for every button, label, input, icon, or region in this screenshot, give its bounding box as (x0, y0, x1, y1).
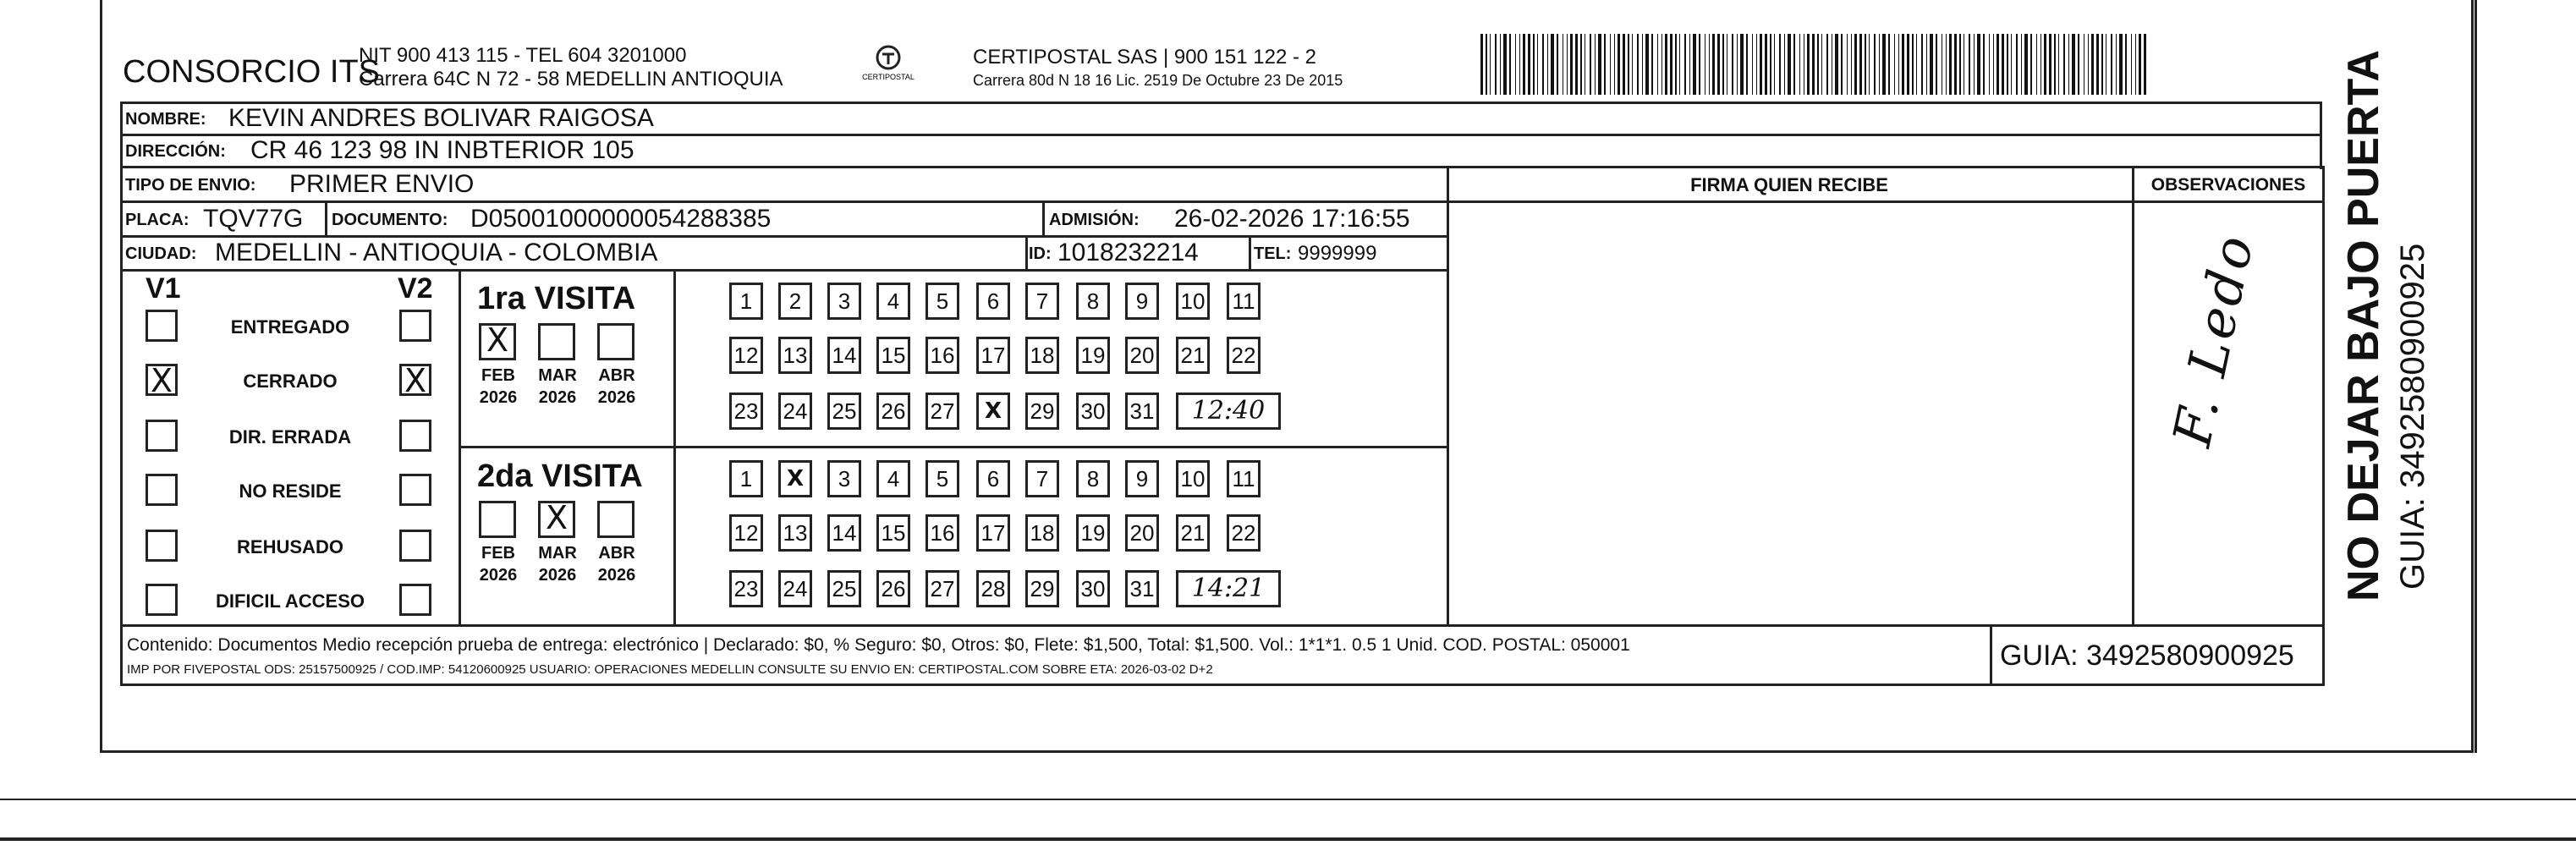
barcode-bar (1993, 34, 1994, 95)
field-rule (2320, 102, 2322, 169)
second-visit-day-box[interactable]: 25 (827, 570, 861, 607)
first-visit-day-box[interactable]: 9 (1125, 283, 1159, 320)
barcode-bar (1590, 34, 1591, 95)
first-visit-title: 1ra VISITA (477, 281, 636, 316)
second-visit-month-label: MAR (538, 544, 577, 563)
barcode-bar (2040, 34, 2041, 95)
barcode-bar (1670, 34, 1672, 95)
barcode-bar (1916, 34, 1917, 95)
barcode-bar (1500, 34, 1501, 95)
barcode-bar (1997, 34, 1999, 95)
v2-checkbox[interactable] (399, 530, 431, 562)
barcode-bar (1523, 34, 1525, 95)
barcode-bar (2058, 34, 2059, 95)
barcode-bar (2036, 34, 2037, 95)
status-label: REHUSADO (237, 536, 343, 557)
field-rule (120, 102, 123, 686)
first-visit-day-box[interactable]: 24 (778, 393, 812, 430)
second-visit-day-box[interactable]: 20 (1125, 514, 1159, 552)
barcode-bar (1841, 34, 1843, 95)
barcode-bar (1614, 34, 1615, 95)
barcode-bar (1642, 34, 1643, 95)
field-rule (120, 684, 2325, 686)
barcode-bar (1894, 34, 1895, 95)
first-visit-day-box[interactable]: 13 (778, 337, 812, 374)
barcode-bar (1699, 34, 1700, 95)
barcode-bar (1557, 34, 1558, 95)
first-visit-day-box[interactable]: 29 (1025, 393, 1059, 430)
documento-value: D05001000000054288385 (470, 205, 772, 233)
second-visit-day-box[interactable]: 10 (1176, 460, 1210, 497)
barcode-bar (1989, 34, 1990, 95)
first-visit-day-box[interactable]: 15 (876, 337, 910, 374)
ciudad-value: MEDELLIN - ANTIOQUIA - COLOMBIA (215, 239, 658, 266)
barcode-bar (1821, 34, 1822, 95)
second-visit-day-box[interactable]: 28 (976, 570, 1010, 607)
barcode-bar (1661, 34, 1662, 95)
barcode-bar (1912, 34, 1914, 95)
barcode-bar (1495, 34, 1497, 95)
field-rule (1249, 235, 1251, 269)
second-visit-month-label: FEB (481, 544, 515, 563)
barcode-bar (1888, 34, 1890, 95)
first-visit-day-box[interactable]: 6 (976, 283, 1010, 320)
barcode-bar (2063, 34, 2065, 95)
side-no-dejar: NO DEJAR BAJO PUERTA (2339, 49, 2388, 601)
first-visit-day-box[interactable]: 12 (729, 337, 763, 374)
second-visit-day-box[interactable]: 6 (976, 460, 1010, 497)
barcode-bar (1930, 34, 1933, 95)
barcode-bar (1480, 34, 1483, 95)
v2-checkbox[interactable] (399, 584, 431, 616)
barcode-bar (2072, 34, 2075, 95)
barcode-bar (2119, 34, 2123, 95)
barcode-bar (2002, 34, 2004, 95)
barcode-bar (1533, 34, 1535, 95)
field-rule (120, 269, 1449, 272)
barcode-bar (2078, 34, 2079, 95)
v2-checkbox[interactable] (399, 474, 431, 506)
barcode-bar (1936, 34, 1937, 95)
second-visit-day-box[interactable]: 18 (1025, 514, 1059, 552)
barcode-bar (1567, 34, 1568, 95)
barcode-bar (1760, 34, 1762, 95)
barcode-bar (1969, 34, 1970, 95)
id-value: 1018232214 (1057, 239, 1199, 266)
barcode-bar (1907, 34, 1909, 95)
second-visit-year-label: 2026 (479, 566, 518, 585)
barcode-bar (1693, 34, 1696, 95)
second-visit-month-checkbox[interactable] (597, 501, 634, 538)
certipostal-logo (860, 42, 917, 90)
barcode-bar (2044, 34, 2046, 95)
field-rule (120, 200, 1449, 203)
barcode-bar (1623, 34, 1625, 95)
admision-label: ADMISIÓN: (1049, 211, 1140, 229)
status-label: DIFICIL ACCESO (215, 590, 365, 612)
barcode-bar (2131, 34, 2132, 95)
first-visit-day-box[interactable]: 16 (925, 337, 959, 374)
barcode-bar (2139, 34, 2141, 95)
barcode-bar (1826, 34, 1828, 95)
barcode-bar (1542, 34, 1544, 95)
address-line: Carrera 64C N 72 - 58 MEDELLIN ANTIOQUIA (359, 68, 783, 91)
barcode-bar (1865, 34, 1866, 95)
first-visit-day-box[interactable]: 1 (729, 283, 763, 320)
observaciones-header: OBSERVACIONES (2150, 175, 2306, 195)
barcode-bar (1847, 34, 1848, 95)
barcode-bar (1946, 34, 1947, 95)
barcode-bar (1869, 34, 1870, 95)
barcode-bar (2101, 34, 2103, 95)
v1-checkbox[interactable]: X (146, 364, 178, 396)
barcode-bar (2116, 34, 2117, 95)
barcode-bar (1974, 34, 1975, 95)
barcode-bar (1722, 34, 1724, 95)
second-visit-month-checkbox[interactable]: X (538, 501, 575, 538)
barcode-bar (1712, 34, 1715, 95)
second-visit-day-box[interactable]: 31 (1125, 570, 1159, 607)
barcode-bar (2024, 34, 2028, 95)
barcode-bar (1618, 34, 1620, 95)
barcode-bar (1983, 34, 1985, 95)
first-visit-day-box[interactable]: 11 (1227, 283, 1261, 320)
first-visit-day-box[interactable]: 17 (976, 337, 1010, 374)
first-visit-month-checkbox[interactable] (538, 323, 575, 360)
v2-header: V2 (398, 272, 433, 305)
first-visit-day-box[interactable]: 25 (827, 393, 861, 430)
nombre-value: KEVIN ANDRES BOLIVAR RAIGOSA (228, 104, 654, 132)
second-visit-year-label: 2026 (597, 566, 636, 585)
barcode-bar (1598, 34, 1601, 95)
company-name: CONSORCIO ITS (123, 54, 381, 90)
barcode-bar (1547, 34, 1548, 95)
barcode-bar (1954, 34, 1957, 95)
tipo-value: PRIMER ENVIO (289, 170, 475, 198)
barcode-bar (1774, 34, 1775, 95)
first-visit-day-box[interactable]: 2 (778, 283, 812, 320)
v2-checkbox[interactable]: X (399, 364, 431, 396)
certipostal-line-2: Carrera 80d N 18 16 Lic. 2519 De Octubre 23 De 2015 (973, 72, 1343, 89)
first-visit-day-box[interactable]: 20 (1125, 337, 1159, 374)
second-visit-title: 2da VISITA (477, 458, 643, 494)
first-visit-month-checkbox[interactable] (597, 323, 634, 360)
first-visit-day-box[interactable]: 7 (1025, 283, 1059, 320)
first-visit-day-box[interactable]: 23 (729, 393, 763, 430)
barcode-bar (1580, 34, 1582, 95)
firma-header: FIRMA QUIEN RECIBE (1690, 174, 1888, 195)
barcode-bar (1779, 34, 1781, 95)
second-visit-day-box[interactable]: 23 (729, 570, 763, 607)
v1-header: V1 (146, 272, 181, 305)
status-label: DIR. ERRADA (228, 426, 352, 447)
v1-checkbox[interactable] (146, 474, 178, 506)
side-text (2335, 49, 2445, 601)
barcode-bar (2144, 34, 2146, 95)
barcode-bar (1807, 34, 1810, 95)
barcode-bar (1752, 34, 1753, 95)
first-visit-day-box[interactable]: 30 (1076, 393, 1110, 430)
second-visit-day-box[interactable]: 26 (876, 570, 910, 607)
first-visit-year-label: 2026 (597, 388, 636, 407)
ciudad-label: CIUDAD: (125, 244, 197, 263)
second-visit-day-box[interactable]: 30 (1076, 570, 1110, 607)
barcode-bar (1709, 34, 1710, 95)
barcode-bar (2091, 34, 2094, 95)
first-visit-day-box[interactable]: 31 (1125, 393, 1159, 430)
tipo-label: TIPO DE ENVIO: (125, 176, 256, 195)
barcode-bar (1628, 34, 1629, 95)
first-visit-day-box[interactable]: 27 (925, 393, 959, 430)
svg-text:CERTIPOSTAL: CERTIPOSTAL (862, 73, 915, 81)
status-label: CERRADO (243, 371, 338, 392)
nombre-label: NOMBRE: (125, 110, 206, 129)
barcode-bar (1879, 34, 1880, 95)
second-visit-day-box[interactable]: 16 (925, 514, 959, 552)
status-label: ENTREGADO (230, 316, 350, 338)
certipostal-line-1: CERTIPOSTAL SAS | 900 151 122 - 2 (973, 46, 1316, 69)
barcode-bar (1898, 34, 1899, 95)
firma-left-rule (1447, 166, 1449, 627)
second-visit-day-box[interactable]: 13 (778, 514, 812, 552)
barcode-bar (1921, 34, 1923, 95)
barcode-bar (1632, 34, 1633, 95)
barcode-bar (1902, 34, 1904, 95)
field-rule (325, 200, 327, 235)
barcode-bar (1732, 34, 1733, 95)
v1-checkbox[interactable] (146, 310, 178, 342)
placa-label: PLACA: (125, 211, 189, 229)
field-rule (120, 166, 2320, 168)
first-visit-day-box[interactable]: 21 (1176, 337, 1210, 374)
first-visit-month-checkbox[interactable]: X (479, 323, 516, 360)
second-visit-day-box[interactable]: 3 (827, 460, 861, 497)
barcode-bar (2088, 34, 2089, 95)
receiver-signature: F. Ledo (2161, 227, 2266, 452)
second-visit-day-box[interactable]: 14 (827, 514, 861, 552)
barcode-bar (1610, 34, 1611, 95)
barcode-bar (1604, 34, 1606, 95)
status-label: NO RESIDE (239, 480, 342, 502)
v2-checkbox[interactable] (399, 420, 431, 452)
first-visit-year-label: 2026 (538, 388, 577, 407)
barcode-bar (1490, 34, 1491, 95)
barcode-bar (1637, 34, 1639, 95)
second-visit-year-label: 2026 (538, 566, 577, 585)
second-visit-day-box[interactable]: 15 (876, 514, 910, 552)
barcode-bar (1528, 34, 1530, 95)
first-visit-day-box[interactable]: 26 (876, 393, 910, 430)
first-visit-time-box[interactable]: 12:40 (1176, 393, 1281, 430)
first-visit-day-box[interactable]: 3 (827, 283, 861, 320)
barcode-bar (1551, 34, 1554, 95)
barcode-bar (1509, 34, 1511, 95)
v1-checkbox[interactable] (146, 584, 178, 616)
barcode-bar (1874, 34, 1876, 95)
barcode-bar (1665, 34, 1667, 95)
field-rule (1042, 200, 1045, 235)
barcode-bar (1657, 34, 1658, 95)
barcode-bar (1949, 34, 1952, 95)
second-visit-day-box[interactable]: 5 (925, 460, 959, 497)
barcode-bar (1959, 34, 1961, 95)
barcode-bar (1799, 34, 1800, 95)
barcode-bar (1788, 34, 1791, 95)
first-visit-month-label: MAR (538, 366, 577, 385)
first-visit-month-label: ABR (598, 366, 635, 385)
second-visit-day-box[interactable]: 12 (729, 514, 763, 552)
barcode-bar (2054, 34, 2056, 95)
imp-line: IMP POR FIVEPOSTAL ODS: 25157500925 / COD.IMP: 54120600925 USUARIO: OPERACIONES MEDELLIN CONSULTE SU ENVIO EN: CERTIPOSTAL.COM SOBRE ETA: 2026-03-02 D+2 (127, 662, 1213, 677)
first-visit-day-box[interactable]: 14 (827, 337, 861, 374)
barcode-bar (1537, 34, 1538, 95)
field-rule (1025, 235, 1028, 269)
second-visit-day-box[interactable]: 7 (1025, 460, 1059, 497)
barcode-bar (1575, 34, 1578, 95)
barcode-bar (2021, 34, 2022, 95)
barcode-bar (1651, 34, 1653, 95)
barcode-bar (2125, 34, 2127, 95)
right-edge-line (2474, 0, 2477, 753)
column-header-rule (1447, 200, 2322, 203)
footer-guia: GUIA: 3492580900925 (2000, 640, 2294, 672)
nit-line: NIT 900 413 115 - TEL 604 3201000 (359, 44, 687, 67)
second-visit-day-box[interactable]: 19 (1076, 514, 1110, 552)
barcode-bar (1770, 34, 1771, 95)
barcode-bar (2111, 34, 2112, 95)
bottom-rule-1 (0, 799, 2576, 800)
side-guia: GUIA: 3492580900925 (2394, 243, 2431, 590)
second-visit-day-box[interactable]: 8 (1076, 460, 1110, 497)
first-visit-day-box[interactable]: 18 (1025, 337, 1059, 374)
barcode-bar (2049, 34, 2051, 95)
second-visit-day-box[interactable]: 1 (729, 460, 763, 497)
barcode-bar (2135, 34, 2136, 95)
second-visit-day-box[interactable]: 21 (1176, 514, 1210, 552)
first-visit-day-box[interactable]: 4 (876, 283, 910, 320)
barcode-bar (1679, 34, 1680, 95)
barcode-bar (2096, 34, 2099, 95)
barcode-bar (1977, 34, 1980, 95)
first-visit-day-box[interactable]: 8 (1076, 283, 1110, 320)
barcode-bar (1645, 34, 1649, 95)
second-visit-day-box[interactable]: 9 (1125, 460, 1159, 497)
first-visit-month-label: FEB (481, 366, 515, 385)
barcode-bar (1859, 34, 1862, 95)
barcode-bar (1737, 34, 1738, 95)
barcode-bar (2016, 34, 2018, 95)
barcode-bar (2007, 34, 2008, 95)
id-label: ID: (1029, 244, 1052, 263)
second-visit-time-box[interactable]: 14:21 (1176, 570, 1281, 607)
barcode-bar (1503, 34, 1507, 95)
visit-split-rule (459, 446, 1447, 448)
documento-label: DOCUMENTO: (332, 211, 448, 229)
placa-value: TQV77G (203, 205, 304, 233)
barcode-bar (1882, 34, 1886, 95)
barcode-bar (1570, 34, 1573, 95)
barcode-bar (1784, 34, 1785, 95)
barcode (1480, 34, 2157, 95)
first-visit-day-box[interactable]: 10 (1176, 283, 1210, 320)
barcode-bar (1854, 34, 1857, 95)
barcode-bar (1756, 34, 1757, 95)
first-visit-day-box[interactable]: 22 (1227, 337, 1261, 374)
barcode-bar (1765, 34, 1767, 95)
second-visit-day-box[interactable]: 29 (1025, 570, 1059, 607)
first-visit-day-box[interactable]: 19 (1076, 337, 1110, 374)
barcode-bar (1486, 34, 1487, 95)
first-visit-day-box[interactable]: 5 (925, 283, 959, 320)
second-visit-month-checkbox[interactable] (479, 501, 516, 538)
second-visit-day-box[interactable]: 27 (925, 570, 959, 607)
barcode-bar (2011, 34, 2012, 95)
obs-left-rule (2132, 166, 2134, 627)
barcode-bar (1851, 34, 1852, 95)
direccion-label: DIRECCIÓN: (125, 142, 226, 161)
barcode-bar (1835, 34, 1838, 95)
barcode-bar (1817, 34, 1819, 95)
second-visit-day-box[interactable]: 22 (1227, 514, 1261, 552)
v2-checkbox[interactable] (399, 310, 431, 342)
second-visit-day-box[interactable]: 24 (778, 570, 812, 607)
barcode-bar (1595, 34, 1596, 95)
barcode-bar (1812, 34, 1815, 95)
barcode-bar (1519, 34, 1520, 95)
barcode-bar (1793, 34, 1795, 95)
barcode-bar (2030, 34, 2032, 95)
barcode-bar (1740, 34, 1744, 95)
barcode-bar (1926, 34, 1927, 95)
v1-checkbox[interactable] (146, 420, 178, 452)
first-visit-year-label: 2026 (479, 388, 518, 407)
field-rule (2322, 166, 2325, 686)
second-visit-day-box[interactable]: 17 (976, 514, 1010, 552)
second-visit-day-box[interactable]: 11 (1227, 460, 1261, 497)
barcode-bar (1717, 34, 1720, 95)
second-visit-day-box[interactable]: X (778, 460, 812, 497)
second-visit-month-label: ABR (598, 544, 635, 563)
v1-checkbox[interactable] (146, 530, 178, 562)
admision-value: 26-02-2026 17:16:55 (1174, 205, 1410, 233)
barcode-bar (1675, 34, 1677, 95)
barcode-bar (1689, 34, 1690, 95)
first-visit-day-box[interactable]: X (976, 393, 1010, 430)
barcode-bar (1684, 34, 1686, 95)
bottom-rule-2 (0, 837, 2576, 841)
contenido-line: Contenido: Documentos Medio recepción prueba de entrega: electrónico | Declarado: $0, % Seguro: $0, Otros: $0, Flete: $1,500, Total: $1,500. Vol.: 1*1*1. 0.5 1 Unid. COD. POSTAL: 050001 (127, 635, 1630, 655)
direccion-value: CR 46 123 98 IN INBTERIOR 105 (250, 136, 634, 164)
barcode-bar (1515, 34, 1516, 95)
tel-value: 9999999 (1298, 242, 1377, 265)
barcode-bar (2068, 34, 2069, 95)
second-visit-day-box[interactable]: 4 (876, 460, 910, 497)
tel-label: TEL: (1254, 244, 1292, 263)
barcode-bar (1746, 34, 1748, 95)
